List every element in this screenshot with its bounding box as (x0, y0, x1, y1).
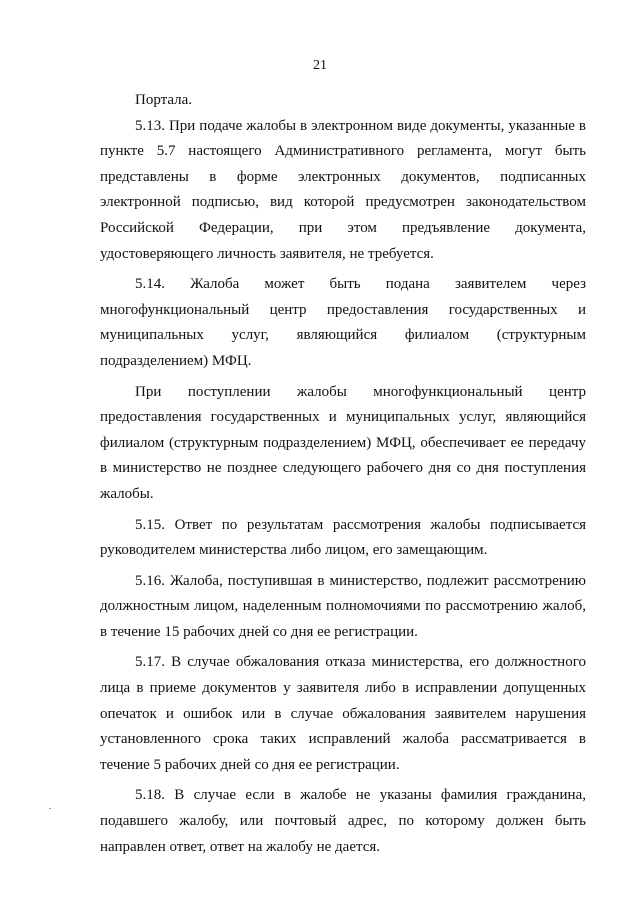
paragraph-5-15: 5.15. Ответ по результатам рассмотрения жалобы подписывается руководителем министерства либо лицом, его замещающим. (100, 516, 586, 559)
paragraph-5-18: 5.18. В случае если в жалобе не указаны фамилия гражданина, подавшего жалобу, или почтовый адрес, по которому должен быть направлен ответ, ответ на жалобу не дается. (100, 787, 586, 855)
document-body (100, 88, 586, 860)
paragraph-5-13: 5.13. При подаче жалобы в электронном виде документы, указанные в пункте 5.7 настоящего Административного регламента, могут быть представлены в форме электронных документов, подписанных электронной подписью, вид которой предусмотрен законодательством Российской Федерации, при этом предъявление документа, удостоверяющего личность заявителя, не требуется. (100, 117, 586, 262)
paragraph-portal-continuation: Портала. (135, 92, 193, 108)
scan-mark (49, 808, 51, 809)
paragraph-5-16: 5.16. Жалоба, поступившая в министерство, подлежит рассмотрению должностным лицом, наделенным полномочиями по рассмотрению жалоб, в течение 15 рабочих дней со дня ее регистрации. (100, 572, 586, 640)
paragraph-5-14: 5.14. Жалоба может быть подана заявителем через многофункциональный центр предоставления государственных и муниципальных услуг, являющийся филиалом (структурным подразделением) МФЦ. (100, 276, 586, 369)
paragraph-mfc-transfer: При поступлении жалобы многофункциональный центр предоставления государственных и муниципальных услуг, являющийся филиалом (структурным подразделением) МФЦ, обеспечивает ее передачу в министерство не позднее следующего рабочего дня со дня поступления жалобы. (100, 383, 586, 502)
paragraph-5-17: 5.17. В случае обжалования отказа министерства, его должностного лица в приеме документов у заявителя либо в исправлении допущенных опечаток и ошибок или в случае обжалования заявителем нарушения установленного срока таких исправлений жалоба рассматривается в течение 5 рабочих дней со дня ее регистрации. (100, 654, 586, 773)
page-number: 21 (313, 58, 327, 73)
